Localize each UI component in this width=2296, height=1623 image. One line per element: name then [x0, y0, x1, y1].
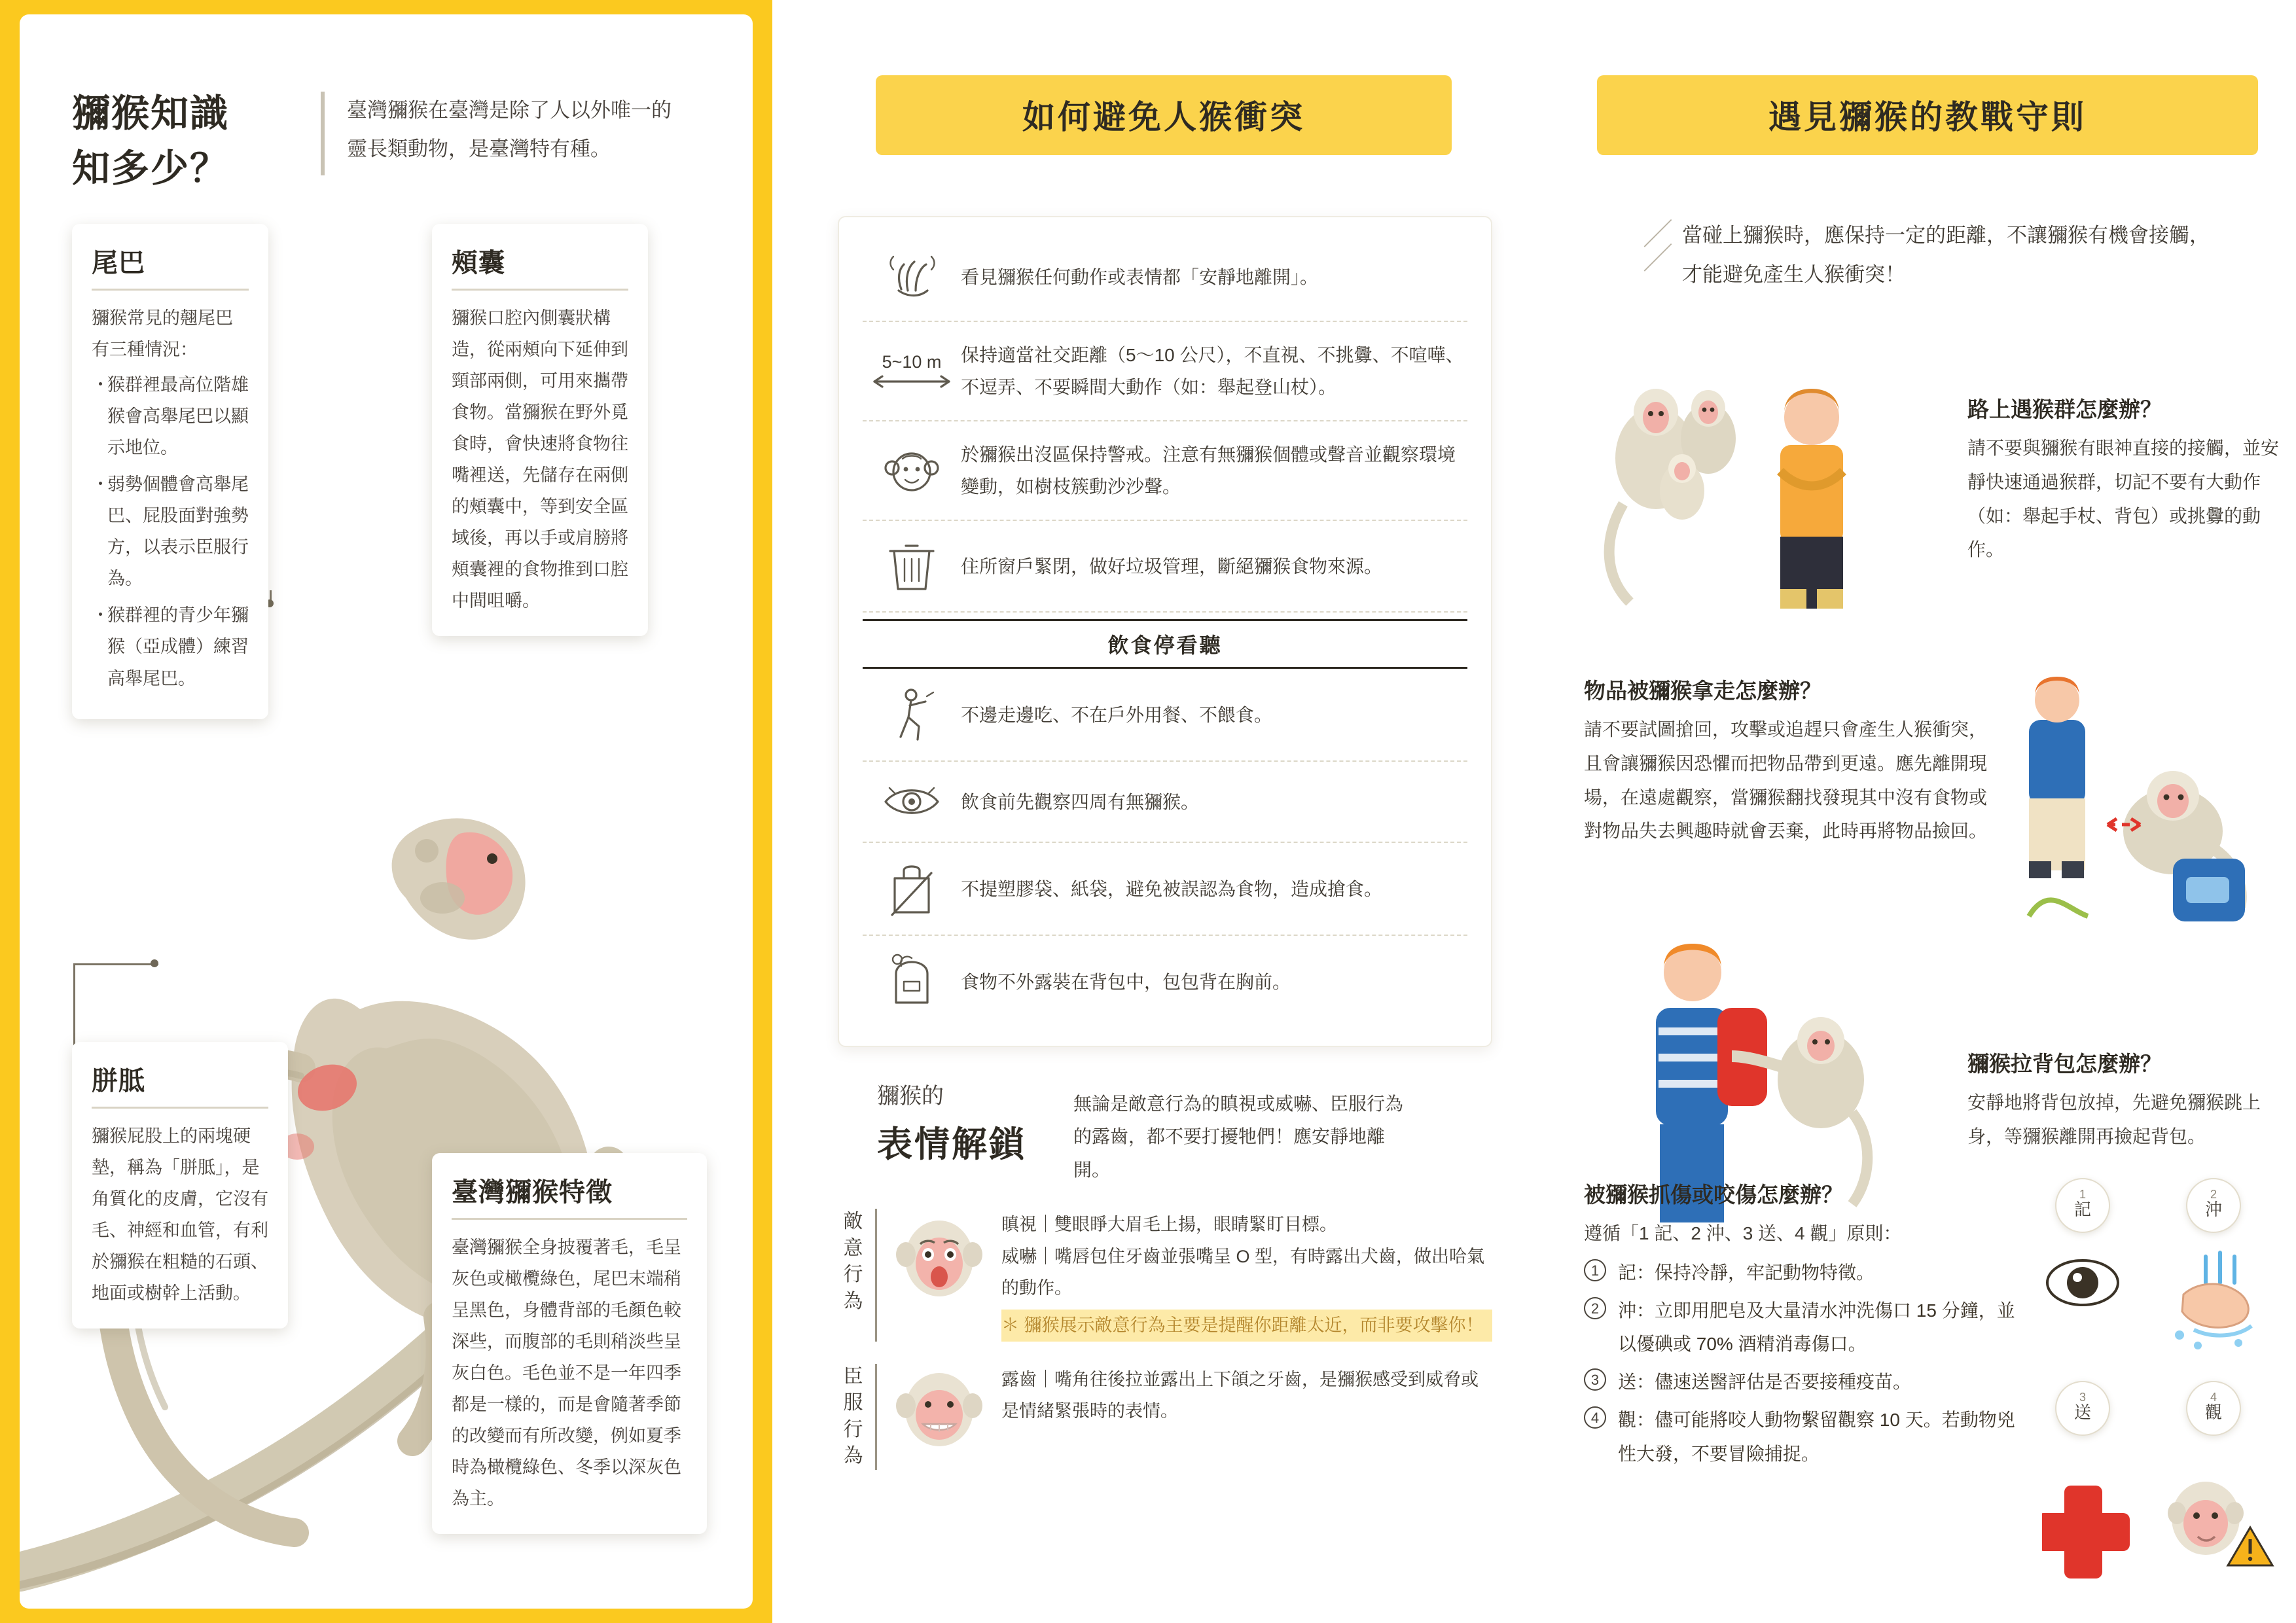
block-body: 安靜地將背包放掉，先避免獼猴跳上身，等獼猴離開再撿起背包。	[1967, 1092, 2261, 1147]
angry-monkey-face-icon	[877, 1209, 1001, 1341]
card-divider	[452, 1218, 687, 1220]
backpack-front-icon	[863, 953, 961, 1010]
no-walking-eating-icon	[863, 686, 961, 743]
page-subtitle: 臺灣獼猴在臺灣是除了人以外唯一的靈長類動物，是臺灣特有種。	[347, 99, 672, 160]
step-number: 2	[1584, 1297, 1606, 1319]
expression-line: 露齒｜嘴角往後拉並露出上下頜之牙齒，是獼猴感受到威脅或是情緒緊張時的表情。	[1001, 1369, 1479, 1421]
badge-step-1: 1 記	[2055, 1178, 2110, 1233]
expression-text	[1001, 1364, 1492, 1470]
guideline-row	[863, 762, 1467, 843]
card-divider	[452, 289, 628, 291]
expressions-title: 獼猴的 表情解鎖	[877, 1084, 1026, 1164]
list-item: 4 觀：儘可能將咬人動物繫留觀察 10 天。若動物兇性大發，不要冒險捕捉。	[1584, 1403, 2029, 1471]
encounter-lead-text: 當碰上獼猴時，應保持一定的距離，不讓獼猴有機會接觸，才能避免產生人猴衝突！	[1682, 224, 2210, 287]
guideline-row	[863, 233, 1467, 322]
list-item: 2 沖：立即用肥皂及大量清水沖洗傷口 15 分鐘，並以優碘或 70% 酒精消毒傷口。	[1584, 1294, 2029, 1362]
left-white-page	[20, 14, 753, 1609]
block-title: 物品被獼猴拿走怎麼辦？	[1584, 679, 1821, 703]
block-backpack-pulled	[1967, 1047, 2295, 1154]
guideline-text: 住所窗戶緊閉，做好垃圾管理，斷絕獼猴食物來源。	[961, 556, 1383, 577]
first-aid-icon-grid	[2042, 1178, 2291, 1584]
card-tail-list	[92, 369, 249, 694]
hand-wave-icon	[863, 250, 961, 304]
guideline-row	[863, 521, 1467, 613]
item-taken-illustration	[2009, 668, 2291, 949]
expression-label: 臣服行為	[838, 1364, 877, 1470]
panel-edge-strip	[753, 0, 772, 1623]
badge-step-2: 2 沖	[2186, 1178, 2241, 1233]
badge-step-3: 3 送	[2055, 1381, 2110, 1436]
eye-icon	[2047, 1260, 2118, 1305]
block-scratched-bitten	[1584, 1178, 2029, 1475]
page-title: 獼猴知識 知多少？	[72, 92, 230, 190]
card-tail-intro: 獼猴常見的翹尾巴有三種情況：	[92, 308, 233, 360]
block-body: 請不要與獼猴有眼神直接的接觸，並安靜快速通過猴群，切記不要有大動作（如：舉起手杖、背包）或挑釁的動作。	[1967, 438, 2280, 560]
card-tail-title: 尾巴	[92, 249, 145, 277]
card-cheek-pouch	[432, 224, 648, 636]
middle-column	[825, 0, 1505, 1623]
block-body: 遵循「1 記、2 沖、3 送、4 觀」原則：	[1584, 1223, 1902, 1243]
subsection-eating-title: 飲食停看聽	[863, 619, 1467, 669]
guideline-text: 食物不外露裝在背包中，包包背在胸前。	[961, 971, 1291, 992]
block-title: 路上遇猴群怎麼辦？	[1967, 397, 2162, 421]
no-plastic-bag-icon	[863, 860, 961, 918]
monkey-alert-icon	[863, 443, 961, 498]
list-item: ・ 弱勢個體會高舉尾巴、屁股面對強勢方，以表示臣服行為。	[92, 469, 249, 594]
observe-eye-icon	[863, 779, 961, 825]
right-column	[1558, 0, 2296, 1623]
block-title: 獼猴拉背包怎麼辦？	[1967, 1052, 2162, 1076]
heading-divider	[321, 92, 325, 175]
expression-line: 瞋視｜雙眼睜大眉毛上揚，眼睛緊盯目標。	[1001, 1215, 1337, 1235]
card-callosity-title: 胼胝	[92, 1067, 145, 1096]
first-aid-steps	[1584, 1256, 2029, 1471]
leader-dot-callosity	[151, 959, 158, 967]
expressions-header	[838, 1080, 1492, 1186]
card-features-body: 臺灣獼猴全身披覆著毛，毛呈灰色或橄欖綠色，尾巴末端稍呈黑色，身體背部的毛顏色較深些，而腹部的毛則稍淡些呈灰白色。毛色並不是一年四季都是一樣的，而是會隨著季節的改變而有所改變，例如夏季時為橄欖綠色、冬季以深灰色為主。	[452, 1238, 681, 1509]
card-cheek-pouch-title: 頰囊	[452, 249, 505, 277]
left-panel	[0, 0, 772, 1623]
guideline-row	[863, 421, 1467, 521]
card-callosity-body: 獼猴屁股上的兩塊硬墊，稱為「胼胝」，是角質化的皮膚，它沒有毛、神經和血管，有利於獼猴在粗糙的石頭、地面或樹幹上活動。	[92, 1126, 268, 1304]
guideline-text: 看見獼猴任何動作或表情都「安靜地離開」。	[961, 266, 1319, 287]
decor-slashes: ／ ／	[1643, 217, 1673, 276]
expressions-note: 無論是敵意行為的瞋視或威嚇、臣服行為的露齒，都不要打擾牠們！應安靜地離開。	[1073, 1094, 1404, 1180]
guideline-text: 不提塑膠袋、紙袋，避免被誤認為食物，造成搶食。	[961, 878, 1383, 899]
guideline-row	[863, 322, 1467, 421]
list-item: ・ 猴群裡最高位階雄猴會高舉尾巴以顯示地位。	[92, 369, 249, 463]
block-meet-troop	[1967, 393, 2295, 567]
expression-text	[1001, 1209, 1492, 1341]
card-divider	[92, 1107, 268, 1109]
red-cross-icon	[2042, 1486, 2130, 1578]
left-heading	[72, 86, 713, 198]
step-number: 4	[1584, 1406, 1606, 1429]
grinning-monkey-face-icon	[877, 1364, 1001, 1470]
leader-line-callosity	[73, 963, 158, 965]
wash-hands-icon	[2175, 1253, 2251, 1349]
block-body: 請不要試圖搶回，攻擊或追趕只會產生人猴衝突，且會讓獼猴因恐懼而把物品帶到更遠。應先離開現場，在遠處觀察，當獼猴翻找發現其中沒有食物或對物品失去興趣時就會丟棄，此時再將物品撿回。	[1584, 719, 1988, 842]
card-cheek-pouch-body: 獼猴口腔內側囊狀構造，從兩頰向下延伸到頸部兩側，可用來攜帶食物。當獼猴在野外覓食時，會快速將食物往嘴裡送，先儲存在兩側的頰囊中，等到安全區域後，再以手或肩膀將頰囊裡的食物推到口腔中間咀嚼。	[452, 308, 628, 611]
card-callosity	[72, 1042, 288, 1329]
section-banner-encounter-rules: 遇見獼猴的教戰守則	[1597, 75, 2258, 155]
block-title: 被獼猴抓傷或咬傷怎麼辦？	[1584, 1183, 1843, 1207]
social-distance-icon	[863, 352, 961, 391]
trash-bin-icon	[863, 538, 961, 594]
guideline-row	[863, 843, 1467, 936]
expression-label: 敵意行為	[838, 1209, 877, 1341]
list-item: 3 送：儘速送醫評估是否要接種疫苗。	[1584, 1365, 2029, 1399]
expression-block-hostile	[838, 1209, 1492, 1341]
card-tail	[72, 224, 268, 719]
step-number: 1	[1584, 1259, 1606, 1281]
badge-step-4: 4 觀	[2186, 1381, 2241, 1436]
expression-highlight: ＊ 獼猴展示敵意行為主要是提醒你距離太近，而非要攻擊你！	[1001, 1310, 1492, 1342]
list-item: ・ 猴群裡的青少年獼猴（亞成體）練習高舉尾巴。	[92, 599, 249, 694]
monkey-warning-icon	[2168, 1482, 2272, 1565]
expression-block-submissive	[838, 1364, 1492, 1470]
card-features	[432, 1153, 707, 1534]
block-item-taken	[1584, 674, 2003, 848]
expression-line: 威嚇｜嘴唇包住牙齒並張嘴呈 O 型，有時露出犬齒，做出哈氣的動作。	[1001, 1246, 1485, 1298]
card-features-title: 臺灣獼猴特徵	[452, 1178, 613, 1207]
step-number: 3	[1584, 1368, 1606, 1391]
section-banner-avoid-conflict: 如何避免人猴衝突	[876, 75, 1452, 155]
expressions-section	[838, 1080, 1492, 1597]
list-item: 1 記：保持冷靜，牢記動物特徵。	[1584, 1256, 2029, 1290]
card-divider	[92, 289, 249, 291]
guideline-row	[863, 669, 1467, 762]
guidelines-card	[838, 216, 1492, 1047]
guideline-text: 飲食前先觀察四周有無獼猴。	[961, 791, 1200, 812]
distance-label: 5~10 m	[882, 351, 942, 372]
guideline-text: 保持適當社交距離（5～10 公尺），不直視、不挑釁、不喧嘩、不逗弄、不要瞬間大動作（如：舉起登山杖）。	[961, 345, 1464, 397]
guideline-text: 不邊走邊吃、不在戶外用餐、不餵食。	[961, 704, 1273, 725]
troop-illustration	[1584, 340, 1950, 622]
guideline-row	[863, 936, 1467, 1027]
guideline-text: 於獼猴出沒區保持警戒。注意有無獼猴個體或聲音並觀察環境變動，如樹枝簇動沙沙聲。	[961, 444, 1456, 497]
